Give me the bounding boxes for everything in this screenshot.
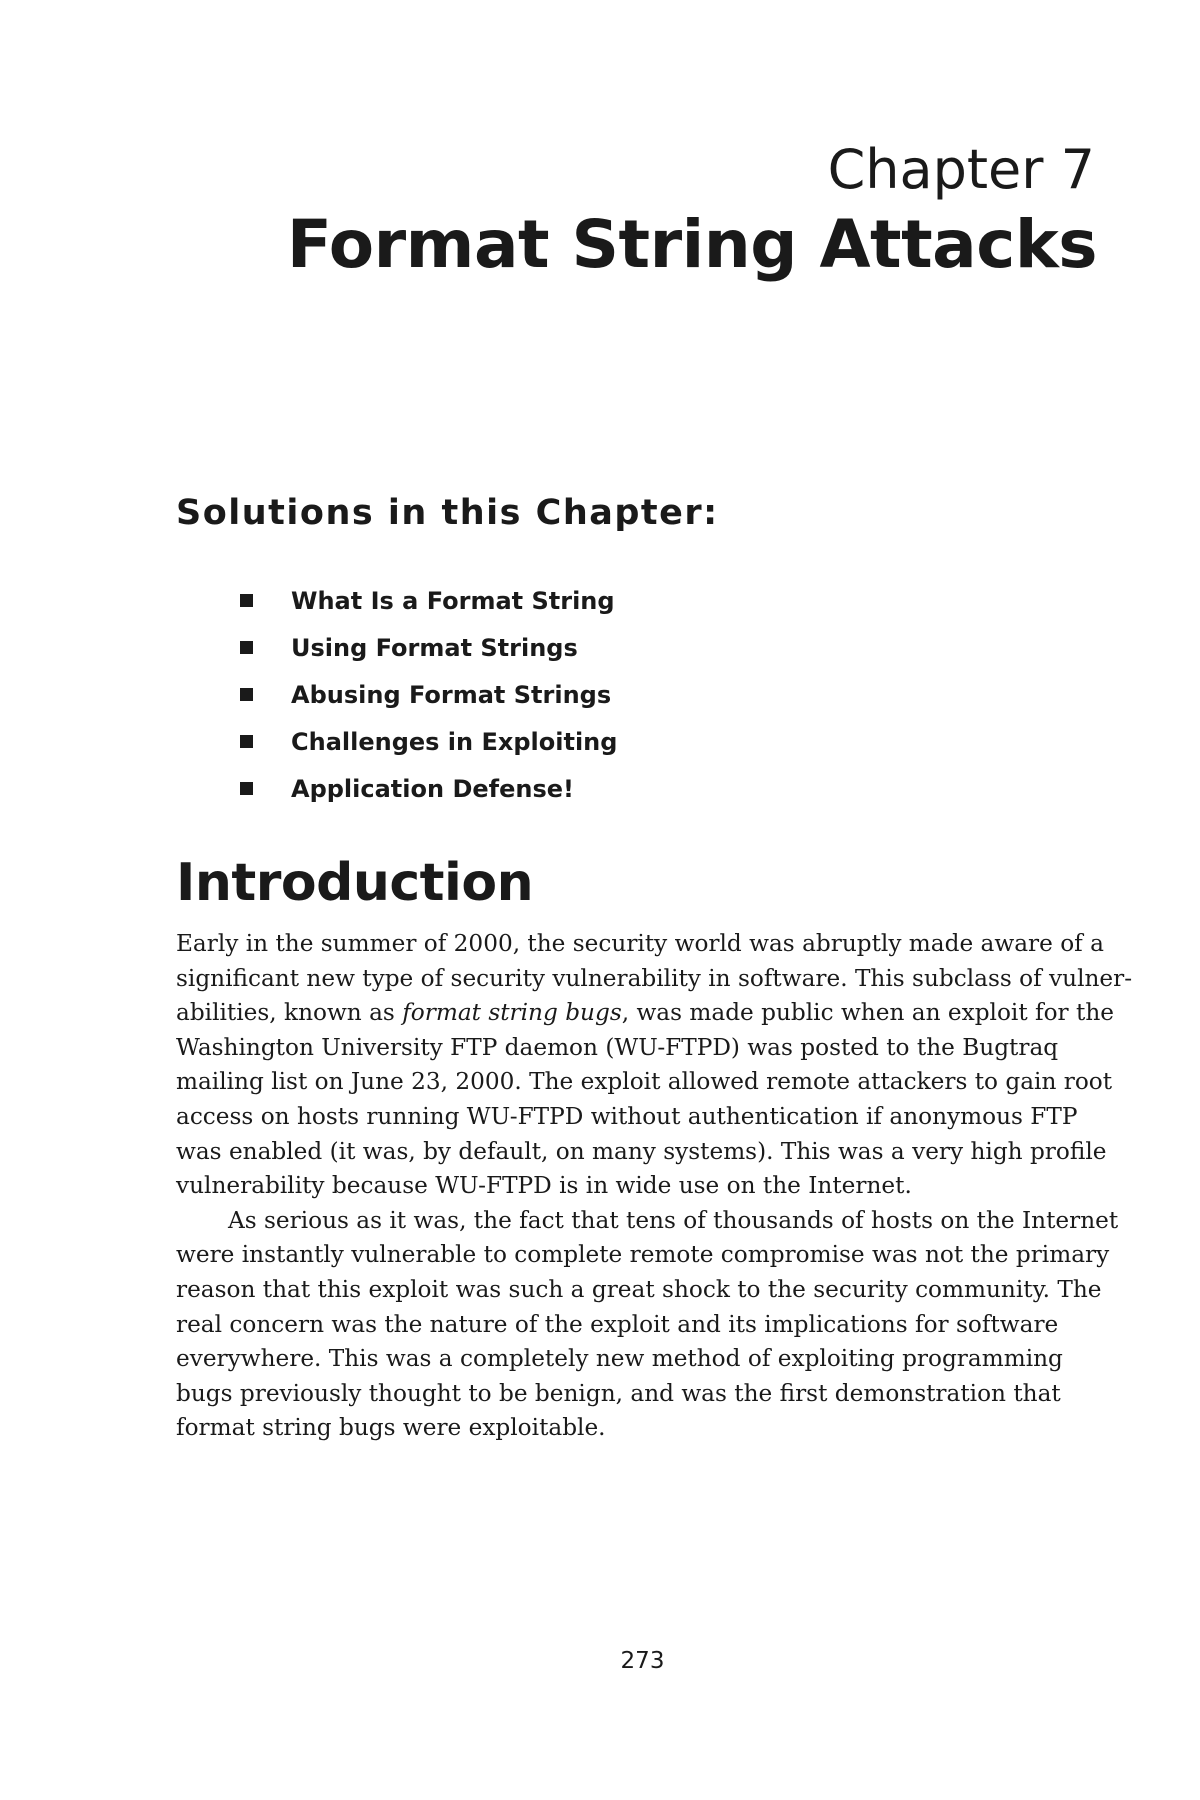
text-line: vulnerability because WU-FTPD is in wide use on the Internet. [176, 1172, 912, 1200]
text-line: Washington University FTP daemon (WU-FTPD) was posted to the Bugtraq [176, 1033, 1059, 1061]
text-line: Early in the summer of 2000, the security world was abruptly made aware of a [176, 930, 1104, 957]
text-line: significant new type of security vulnerability in software. This subclass of vulner- [176, 964, 1133, 992]
solutions-item-label: Application Defense! [291, 774, 574, 803]
text-line: access on hosts running WU-FTPD without authentication if anonymous FTP [176, 1102, 1078, 1130]
text-fragment: abilities, known as [176, 999, 403, 1027]
solutions-list-item [240, 718, 617, 765]
text-line [176, 996, 1114, 1031]
square-bullet-icon [240, 641, 253, 654]
text-fragment: , was made public when an exploit for the [621, 999, 1114, 1027]
square-bullet-icon [240, 735, 253, 748]
text-line: were instantly vulnerable to complete remote compromise was not the primary [176, 1241, 1110, 1269]
text-line: format string bugs were exploitable. [176, 1414, 606, 1442]
introduction-heading: Introduction [176, 853, 534, 913]
solutions-list-item [240, 624, 617, 671]
text-line: As serious as it was, the fact that tens of thousands of hosts on the Internet [228, 1206, 1119, 1234]
square-bullet-icon [240, 782, 253, 795]
chapter-title: Format String Attacks [286, 206, 1097, 283]
text-line: mailing list on June 23, 2000. The exploit allowed remote attackers to gain root [176, 1068, 1113, 1096]
solutions-list-item [240, 577, 617, 624]
square-bullet-icon [240, 688, 253, 701]
solutions-item-label: Using Format Strings [291, 633, 578, 662]
paragraph-2 [176, 1204, 1119, 1446]
text-line: everywhere. This was a completely new method of exploiting programming [176, 1345, 1063, 1373]
text-line: real concern was the nature of the exploit and its implications for software [176, 1310, 1059, 1338]
solutions-item-label: Challenges in Exploiting [291, 727, 618, 756]
square-bullet-icon [240, 594, 253, 607]
solutions-list-item [240, 671, 617, 718]
page-number: 273 [620, 1648, 665, 1674]
text-line: bugs previously thought to be benign, and was the first demonstration that [176, 1379, 1061, 1407]
solutions-heading: Solutions in this Chapter: [176, 493, 719, 533]
introduction-body [176, 927, 1133, 1446]
solutions-item-label: What Is a Format String [291, 586, 615, 615]
chapter-label: Chapter 7 [827, 138, 1095, 201]
emphasized-term: format string bugs [402, 999, 622, 1027]
text-line: reason that this exploit was such a great shock to the security community. The [176, 1275, 1102, 1303]
text-line: was enabled (it was, by default, on many systems). This was a very high profile [176, 1137, 1107, 1165]
paragraph-1 [176, 927, 1133, 1204]
solutions-item-label: Abusing Format Strings [291, 680, 612, 709]
solutions-list-item [240, 765, 617, 812]
solutions-list [240, 577, 617, 812]
